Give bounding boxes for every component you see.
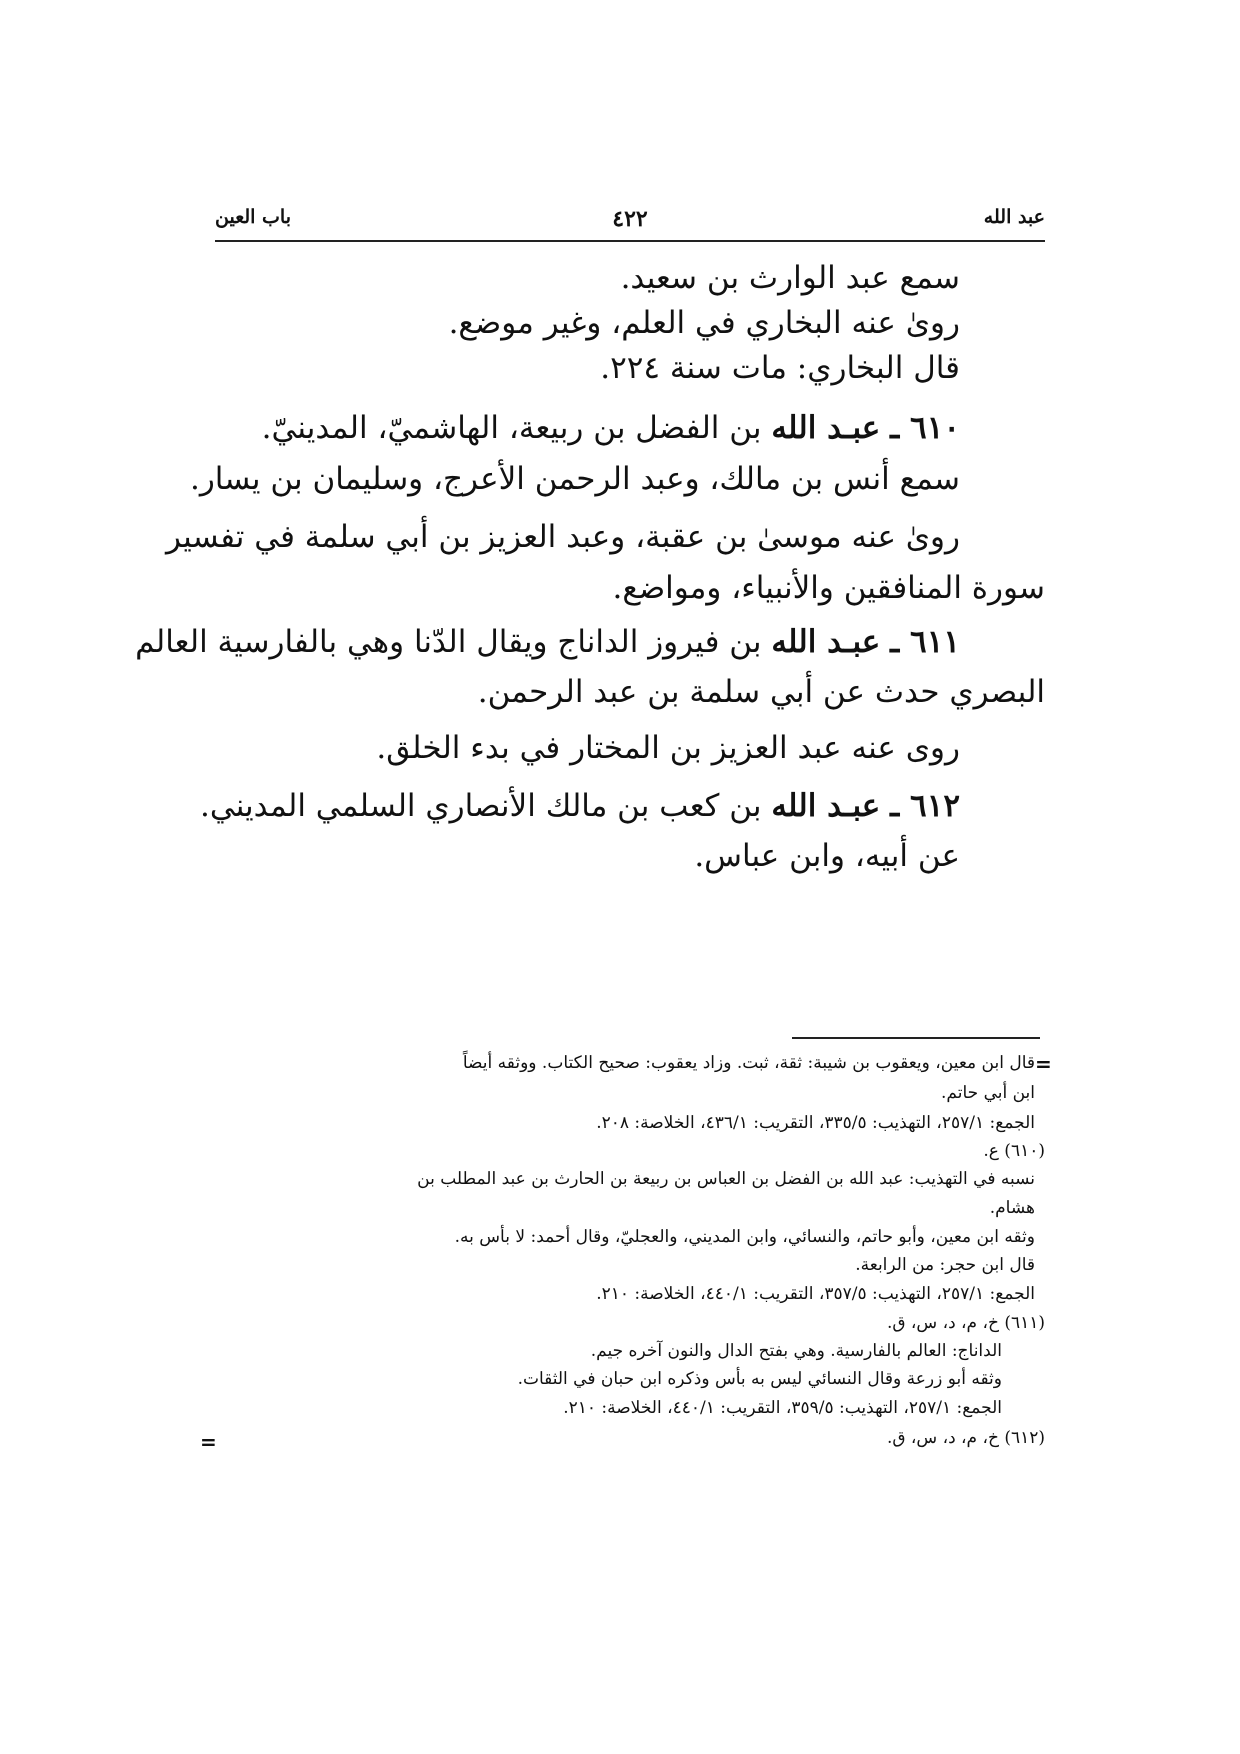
footnote-line: وثقه أبو زرعة وقال النسائي ليس به بأس وذكره ابن حبان في الثقات. bbox=[517, 1369, 1002, 1389]
footnote-ref-611: (٦١١) خ، م، د، س، ق. bbox=[886, 1313, 1045, 1333]
entry-611 bbox=[135, 622, 960, 662]
body-line: قال البخاري: مات سنة ٢٢٤. bbox=[600, 350, 960, 386]
footnote-line: قال ابن معين، ويعقوب بن شيبة: ثقة، ثبت. وزاد يعقوب: صحيح الكتاب. ووثقه أيضاً bbox=[462, 1053, 1035, 1073]
body-line: سمع أنس بن مالك، وعبد الرحمن الأعرج، وسليمان بن يسار. bbox=[189, 461, 960, 497]
entry-610 bbox=[262, 408, 960, 448]
entry-612 bbox=[200, 786, 960, 826]
body-line: البصري حدث عن أبي سلمة بن عبد الرحمن. bbox=[477, 674, 1045, 710]
entry-text: بن فيروز الداناج ويقال الدّنا وهي بالفارسية العالم bbox=[135, 624, 762, 660]
body-line: روى عنه عبد العزيز بن المختار في بدء الخلق. bbox=[376, 730, 960, 766]
header-chapter-name: عبد الله bbox=[983, 206, 1045, 228]
body-line: روىٰ عنه البخاري في العلم، وغير موضع. bbox=[448, 305, 960, 341]
entry-name: عبـد الله bbox=[771, 410, 881, 446]
entry-number: ٦١٢ ـ bbox=[890, 788, 960, 824]
footnote-line: نسبه في التهذيب: عبد الله بن الفضل بن العباس بن ربيعة بن الحارث بن عبد المطلب بن bbox=[417, 1169, 1035, 1189]
header-section-name: باب العين bbox=[215, 206, 292, 228]
footnote-line: قال ابن حجر: من الرابعة. bbox=[855, 1255, 1035, 1275]
page-number: ٤٢٢ bbox=[612, 206, 648, 232]
header-divider bbox=[215, 240, 1045, 242]
footnote-line: الجمع: ٢٥٧/١، التهذيب: ٣٥٧/٥، التقريب: ٤٤٠/١، الخلاصة: ٢١٠. bbox=[596, 1284, 1035, 1304]
body-line: سورة المنافقين والأنبياء، ومواضع. bbox=[612, 570, 1045, 606]
entry-text: بن كعب بن مالك الأنصاري السلمي المديني. bbox=[200, 788, 762, 824]
footnote-line: هشام. bbox=[989, 1198, 1035, 1218]
footnote-ref-610: (٦١٠) ع. bbox=[983, 1141, 1045, 1161]
footnote-line: الداناج: العالم بالفارسية. وهي بفتح الدال والنون آخره جيم. bbox=[590, 1341, 1002, 1361]
continuation-mark-top: = bbox=[1035, 1052, 1052, 1076]
body-line: روىٰ عنه موسىٰ بن عقبة، وعبد العزيز بن أبي سلمة في تفسير bbox=[166, 519, 960, 555]
footnote-line: الجمع: ٢٥٧/١، التهذيب: ٣٥٩/٥، التقريب: ٤٤٠/١، الخلاصة: ٢١٠. bbox=[563, 1398, 1002, 1418]
entry-name: عبـد الله bbox=[771, 624, 881, 660]
footnote-line: وثقه ابن معين، وأبو حاتم، والنسائي، وابن المديني، والعجليّ، وقال أحمد: لا بأس به. bbox=[454, 1227, 1035, 1247]
entry-number: ٦١٠ ـ bbox=[890, 410, 960, 446]
footnote-divider bbox=[792, 1037, 1040, 1039]
footnote-line: الجمع: ٢٥٧/١، التهذيب: ٣٣٥/٥، التقريب: ٤٣٦/١، الخلاصة: ٢٠٨. bbox=[596, 1113, 1035, 1133]
body-line: عن أبيه، وابن عباس. bbox=[694, 838, 960, 874]
continuation-mark-bottom: = bbox=[200, 1430, 217, 1454]
footnote-line: ابن أبي حاتم. bbox=[941, 1083, 1035, 1103]
footnote-ref-612: (٦١٢) خ، م، د، س، ق. bbox=[886, 1428, 1045, 1448]
entry-text: بن الفضل بن ربيعة، الهاشميّ، المدينيّ. bbox=[261, 410, 762, 446]
body-line: سمع عبد الوارث بن سعيد. bbox=[620, 260, 960, 296]
entry-number: ٦١١ ـ bbox=[890, 624, 960, 660]
entry-name: عبـد الله bbox=[771, 788, 881, 824]
